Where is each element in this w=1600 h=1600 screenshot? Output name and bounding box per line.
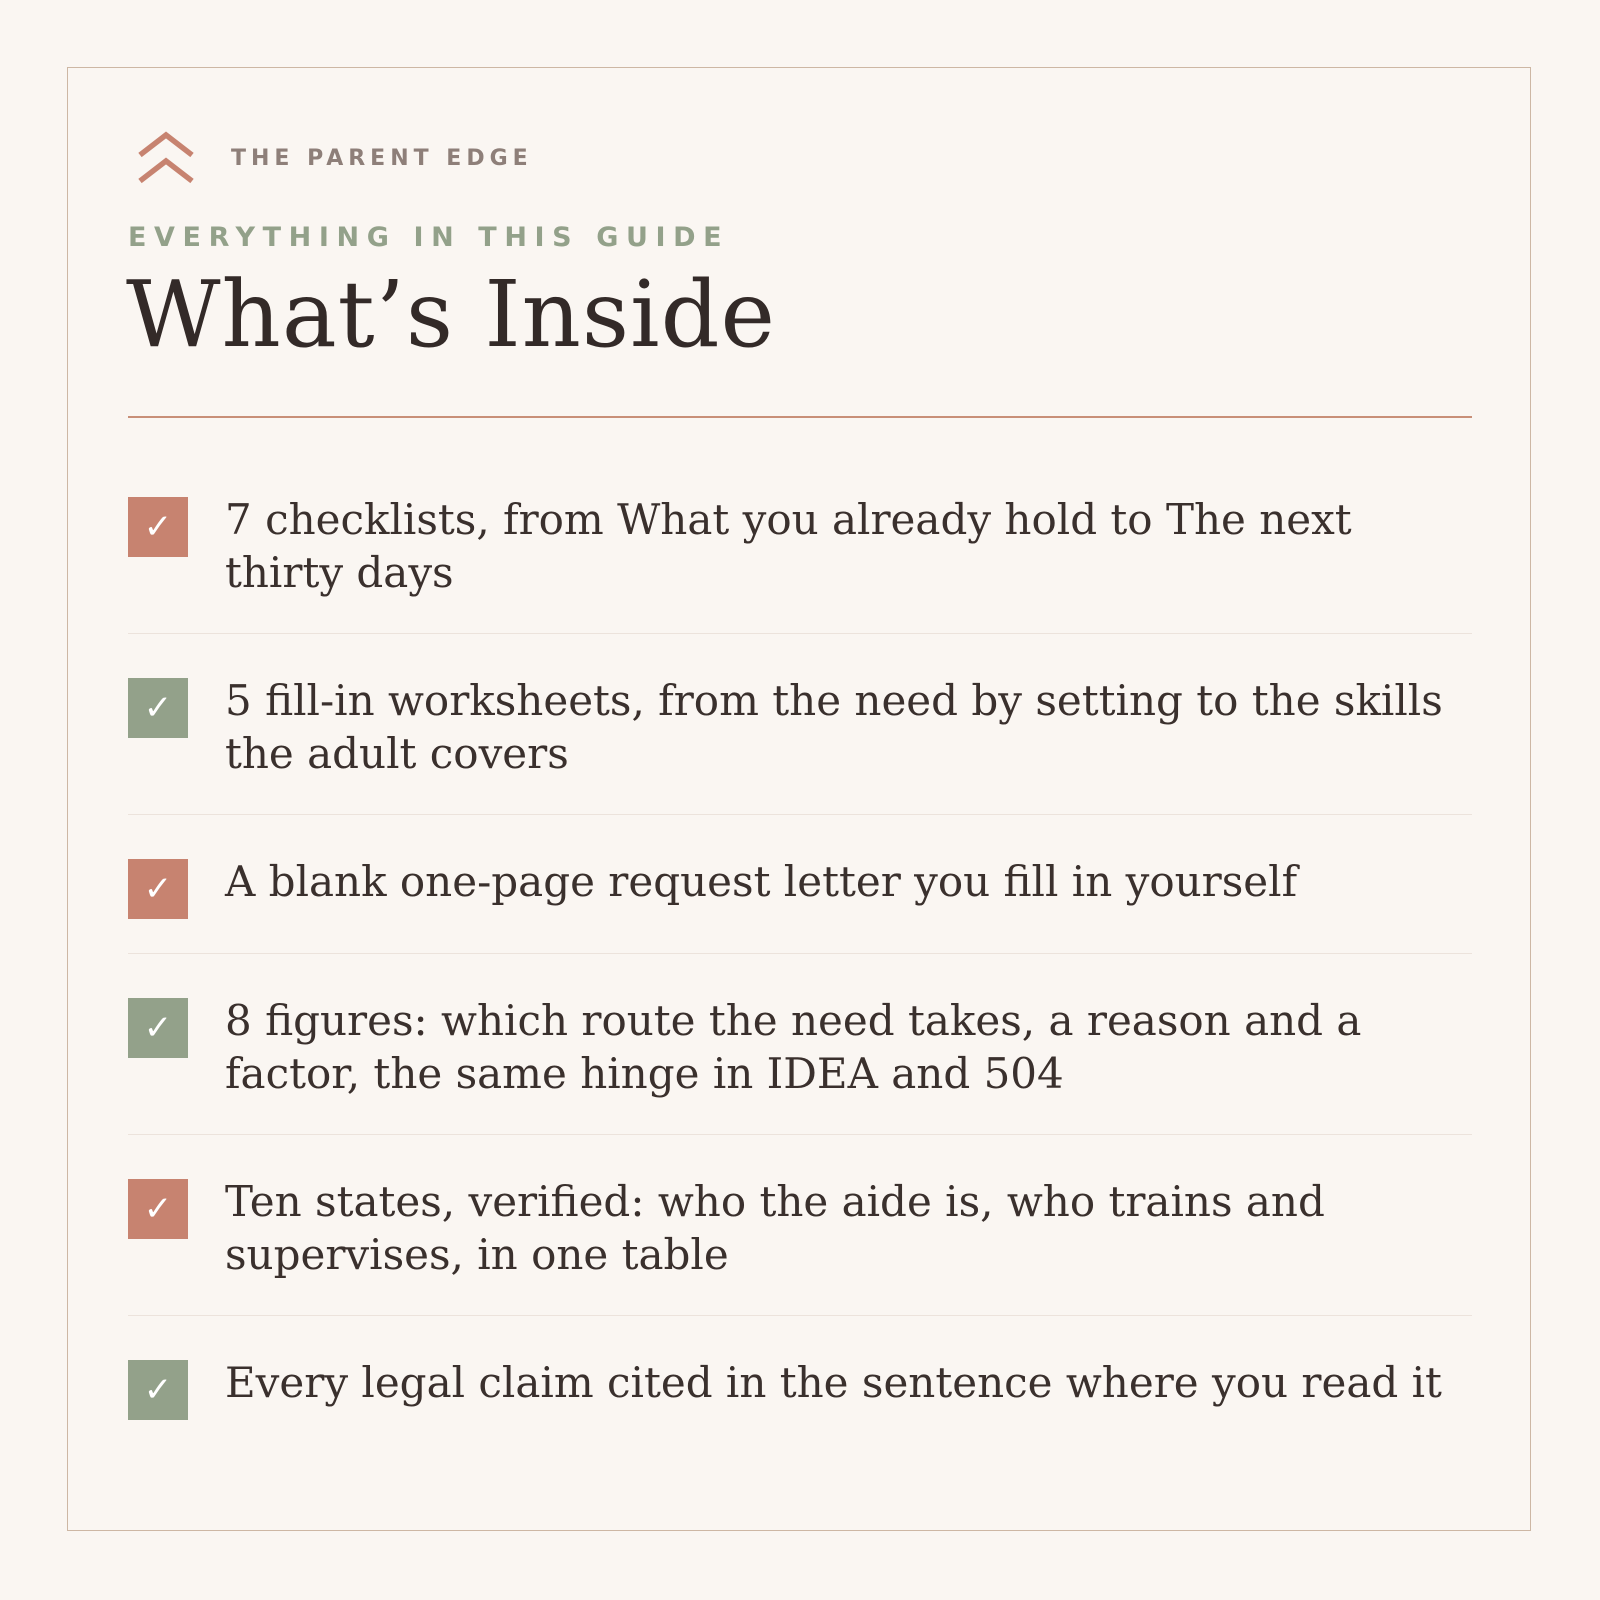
list-item-text: 7 checklists, from What you already hold to The next thirty days [225, 495, 1352, 597]
list-item-text: Ten states, verified: who the aide is, who trains and supervises, in one table [225, 1177, 1325, 1279]
list-item-text: A blank one-page request letter you fill in yourself [225, 857, 1298, 906]
list-item [128, 954, 1472, 1135]
list-item [128, 1316, 1472, 1454]
page-title: What’s Inside [126, 261, 776, 368]
list-item-text: 5 fill-in worksheets, from the need by setting to the skills the adult covers [225, 676, 1443, 778]
list-item-text: Every legal claim cited in the sentence where you read it [225, 1358, 1442, 1407]
checkbox-checked-icon: ✓ [128, 1360, 188, 1420]
checkbox-checked-icon: ✓ [128, 859, 188, 919]
checkbox-checked-icon: ✓ [128, 678, 188, 738]
list-item [128, 1135, 1472, 1316]
list-item [128, 815, 1472, 954]
eyebrow-label: EVERYTHING IN THIS GUIDE [128, 222, 730, 253]
contents-list [128, 453, 1472, 1454]
list-item [128, 634, 1472, 815]
double-chevron-up-icon [137, 130, 195, 186]
brand-name: THE PARENT EDGE [231, 145, 533, 171]
checkbox-checked-icon: ✓ [128, 497, 188, 557]
list-item-text: 8 figures: which route the need takes, a reason and a factor, the same hinge in IDEA and 504 [225, 996, 1362, 1098]
list-item [128, 453, 1472, 634]
title-divider [128, 416, 1472, 418]
brand-header [137, 130, 533, 186]
checkbox-checked-icon: ✓ [128, 1179, 188, 1239]
checkbox-checked-icon: ✓ [128, 998, 188, 1058]
